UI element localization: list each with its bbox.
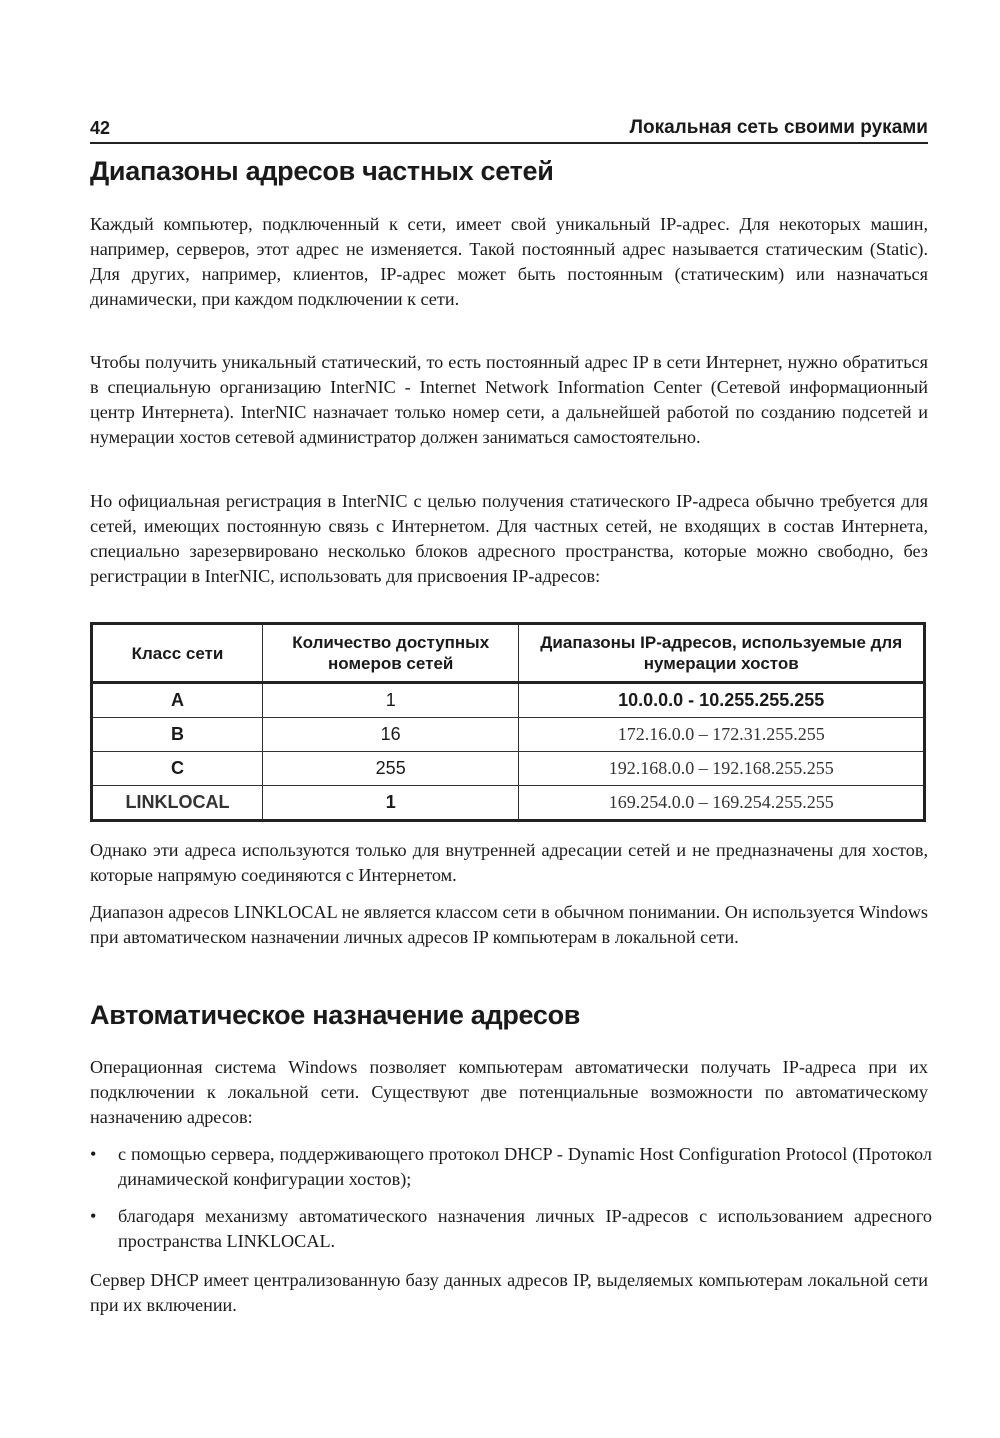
cell-range: 169.254.0.0 – 169.254.255.255 bbox=[519, 786, 925, 821]
list-item bbox=[90, 1142, 932, 1192]
list-item bbox=[90, 1204, 932, 1254]
bullet-icon: • bbox=[90, 1144, 97, 1164]
cell-range: 172.16.0.0 – 172.31.255.255 bbox=[519, 718, 925, 752]
paragraph-dhcp-server: Сервер DHCP имеет централизованную базу данных адресов IP, выделяемых компьютерам локальной сети при их включении. bbox=[90, 1270, 928, 1315]
running-title: Локальная сеть своими руками bbox=[629, 117, 928, 138]
cell-range: 192.168.0.0 – 192.168.255.255 bbox=[519, 752, 925, 786]
paragraph-internic: Чтобы получить уникальный статический, то есть постоянный адрес IP в сети Интернет, нужно обратиться в специальную организацию InterNIC - Internet Network Information Center (Сетевой информационный центр Интернета). InterNIC назначает только номер сети, а дальнейшей работой по созданию подсетей и нумерации хостов сетевой администратор должен заниматься самостоятельно. bbox=[90, 352, 928, 447]
list-item-text: благодаря механизму автоматического назначения личных IP-адресов с использованием адресного пространства LINKLOCAL. bbox=[118, 1206, 932, 1251]
paragraph-windows-auto: Операционная система Windows позволяет компьютерам автоматически получать IP-адреса при их подключении к локальной сети. Существуют две потенциальные возможности по автоматическому назначению адресов: bbox=[90, 1057, 928, 1127]
cell-count: 1 bbox=[262, 683, 518, 718]
cell-range: 10.0.0.0 - 10.255.255.255 bbox=[519, 683, 925, 718]
cell-class: A bbox=[92, 683, 263, 718]
paragraph-registration: Но официальная регистрация в InterNIC с целью получения статического IP-адреса обычно требуется для сетей, имеющих постоянную связь с Интернетом. Для частных сетей, не входящих в состав Интернета, специально зарезервировано несколько блоков адресного пространства, которые можно свободно, без регистрации в InterNIC, использовать для присвоения IP-адресов: bbox=[90, 491, 928, 586]
cell-count: 255 bbox=[262, 752, 518, 786]
table-row bbox=[92, 752, 925, 786]
paragraph-linklocal: Диапазон адресов LINKLOCAL не является классом сети в обычном понимании. Он используется Windows при автоматическом назначении личных адресов IP компьютерам в локальной сети. bbox=[90, 902, 928, 947]
table-header-row bbox=[92, 624, 925, 683]
list-item-text: с помощью сервера, поддерживающего протокол DHCP - Dynamic Host Configuration Protocol (Протокол динамической конфигурации хостов); bbox=[118, 1144, 932, 1189]
bullet-icon: • bbox=[90, 1206, 97, 1226]
bullet-list bbox=[90, 1142, 932, 1266]
header-count: Количество доступных номеров сетей bbox=[262, 624, 518, 683]
page-number: 42 bbox=[90, 118, 111, 138]
section-title-auto-assign: Автоматическое назначение адресов bbox=[90, 1000, 581, 1030]
cell-count: 16 bbox=[262, 718, 518, 752]
section-title-private-ranges: Диапазоны адресов частных сетей bbox=[90, 156, 554, 186]
private-ranges-table bbox=[90, 622, 926, 822]
header-range: Диапазоны IP-адресов, используемые для нумерации хостов bbox=[519, 624, 925, 683]
page-header bbox=[90, 114, 928, 144]
paragraph-static-address: Каждый компьютер, подключенный к сети, имеет свой уникальный IP-адрес. Для некоторых машин, например, серверов, этот адрес не изменяется. Такой постоянный адрес называется статическим (Static). Для других, например, клиентов, IP-адрес может быть постоянным (статическим) или назначаться динамически, при каждом подключении к сети. bbox=[90, 214, 928, 309]
cell-class: B bbox=[92, 718, 263, 752]
paragraph-internal-use: Однако эти адреса используются только для внутренней адресации сетей и не предназначены для хостов, которые напрямую соединяются с Интернетом. bbox=[90, 840, 928, 885]
table-row bbox=[92, 683, 925, 718]
cell-class: C bbox=[92, 752, 263, 786]
table-row bbox=[92, 786, 925, 821]
header-class: Класс сети bbox=[92, 624, 263, 683]
cell-count: 1 bbox=[262, 786, 518, 821]
table-row bbox=[92, 718, 925, 752]
cell-class: LINKLOCAL bbox=[92, 786, 263, 821]
